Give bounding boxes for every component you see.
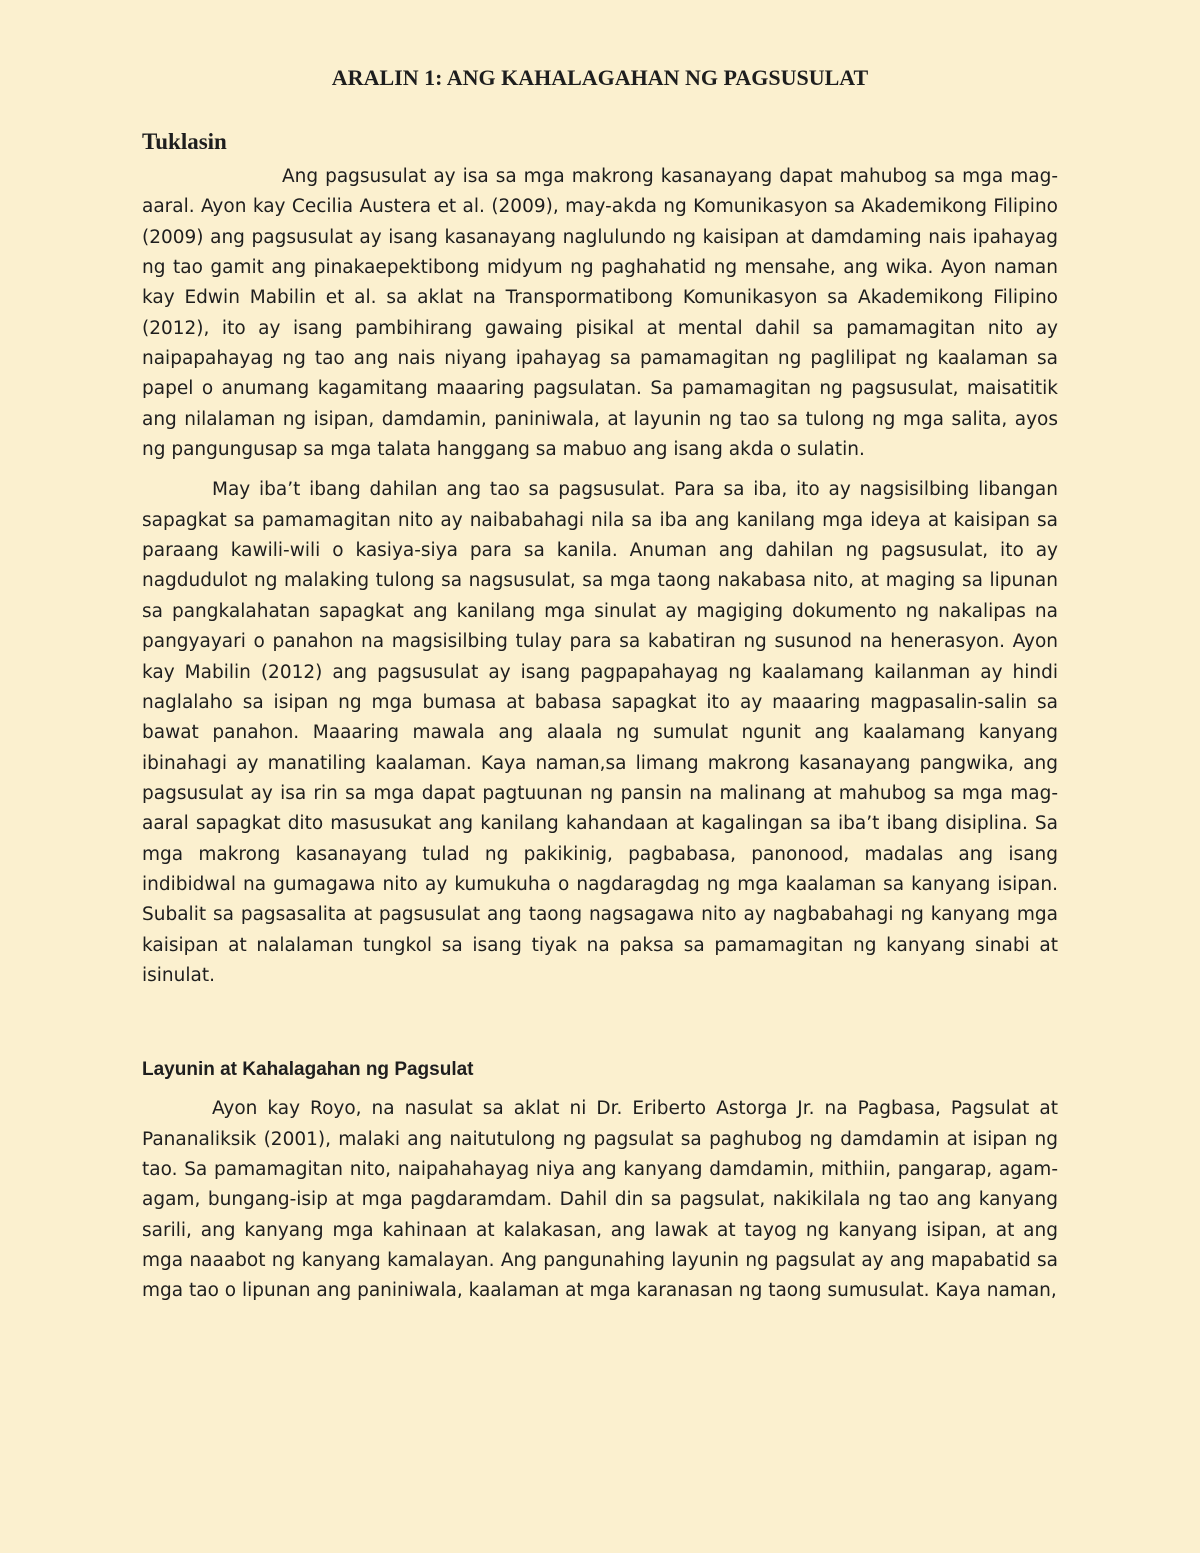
paragraph-1: Ang pagsusulat ay isa sa mga makrong kasanayang dapat mahubog sa mga mag-aaral. Ayon kay Cecilia Austera et al. (2009), may-akda ng Komunikasyon sa Akademikong Filipino (2009) ang pagsusulat ay isang kasanayang naglulundo ng kaisipan at damdaming nais ipahayag ng tao gamit ang pinakaepektibong midyum ng paghahatid ng mensahe, ang wika. Ayon naman kay Edwin Mabilin et al. sa aklat na Transpormatibong Komunikasyon sa Akademikong Filipino (2012), ito ay isang pambihirang gawaing pisikal at mental dahil sa pamamagitan nito ay naipapahayag ng tao ang nais niyang ipahayag sa pamamagitan ng paglilipat ng kaalaman sa papel o anumang kagamitang maaaring pagsulatan. Sa pamamagitan ng pagsusulat, maisatitik ang nilalaman ng isipan, damdamin, paniniwala, at layunin ng tao sa tulong ng mga salita, ayos ng pangungusap sa mga talata hanggang sa mabuo ang isang akda o sulatin.: [142, 166, 1058, 461]
paragraph-2: May iba’t ibang dahilan ang tao sa pagsusulat. Para sa iba, ito ay nagsisilbing libangan sapagkat sa pamamagitan nito ay naibabahagi nila sa iba ang kanilang mga ideya at kaisipan sa paraang kawili-wili o kasiya-siya para sa kanila. Anuman ang dahilan ng pagsusulat, ito ay nagdudulot ng malaking tulong sa nagsusulat, sa mga taong nakabasa nito, at maging sa lipunan sa pangkalahatan sapagkat ang kanilang mga sinulat ay magiging dokumento ng nakalipas na pangyayari o panahon na magsisilbing tulay para sa kabatiran ng susunod na henerasyon. Ayon kay Mabilin (2012) ang pagsusulat ay isang pagpapahayag ng kaalamang kailanman ay hindi naglalaho sa isipan ng mga bumasa at babasa sapagkat ito ay maaaring magpasalin-salin sa bawat panahon. Maaaring mawala ang alaala ng sumulat ngunit ang kaalamang kanyang ibinahagi ay manatiling kaalaman. Kaya naman,sa limang makrong kasanayang pangwika, ang pagsusulat ay isa rin sa mga dapat pagtuunan ng pansin na malinang at mahubog sa mga mag-aaral sapagkat dito masusukat ang kanilang kahandaan at kagalingan sa iba’t ibang disiplina. Sa mga makrong kasanayang tulad ng pakikinig, pagbabasa, panonood, madalas ang isang indibidwal na gumagawa nito ay kumukuha o nagdaragdag ng mga kaalaman sa kanyang isipan. Subalit sa pagsasalita at pagsusulat ang taong nagsagawa nito ay nagbabahagi ng kanyang mga kaisipan at nalalaman tungkol sa isang tiyak na paksa sa pamamagitan ng kanyang sinabi at isinulat.: [142, 479, 1058, 986]
subheading-layunin: Layunin at Kahalagahan ng Pagsulat: [142, 1059, 474, 1081]
lesson-title: ARALIN 1: ANG KAHALAGAHAN NG PAGSUSULAT: [331, 65, 869, 90]
document-page: [142, 62, 1058, 1307]
paragraph-3: Ayon kay Royo, na nasulat sa aklat ni Dr. Eriberto Astorga Jr. na Pagbasa, Pagsulat at Pananaliksik (2001), malaki ang naitutulong ng pagsulat sa paghubog ng damdamin at isipan ng tao. Sa pamamagitan nito, naipahahayag niya ang kanyang damdamin, mithiin, pangarap, agam-agam, bungang-isip at mga pagdaramdam. Dahil din sa pagsulat, nakikilala ng tao ang kanyang sarili, ang kanyang mga kahinaan at kalakasan, ang lawak at tayog ng kanyang isipan, at ang mga naaabot ng kanyang kamalayan. Ang pangunahing layunin ng pagsulat ay ang mapabatid sa mga tao o lipunan ang paniniwala, kaalaman at mga karanasan ng taong sumusulat. Kaya naman,: [142, 1098, 1058, 1302]
section-heading-tuklasin: Tuklasin: [142, 129, 227, 154]
